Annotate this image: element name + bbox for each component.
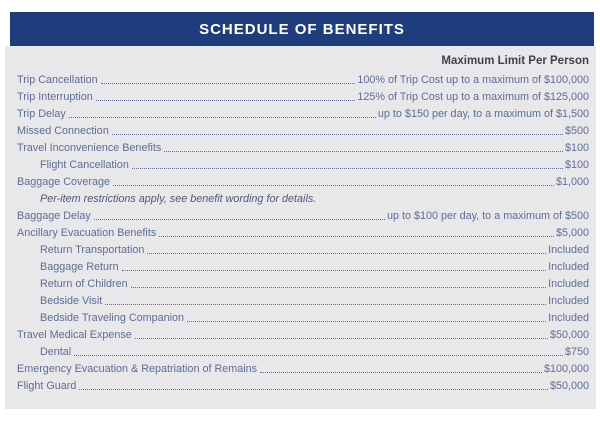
table-row	[17, 308, 589, 325]
dotted-leader	[113, 185, 554, 186]
dotted-leader	[101, 83, 356, 84]
benefit-value: $1,000	[555, 176, 589, 188]
benefit-label: Bedside Visit	[40, 295, 103, 307]
benefit-value: Included	[548, 261, 589, 273]
benefit-label: Flight Guard	[17, 380, 77, 392]
benefit-label: Missed Connection	[17, 125, 109, 137]
benefit-label: Baggage Delay	[17, 210, 91, 222]
dotted-leader	[79, 389, 548, 390]
table-row	[17, 70, 589, 87]
dotted-leader	[135, 338, 548, 339]
benefit-value: $50,000	[549, 380, 589, 392]
benefit-value: 125% of Trip Cost up to a maximum of $125,000	[357, 91, 589, 103]
benefit-label: Flight Cancellation	[40, 159, 129, 171]
table-row	[17, 121, 589, 138]
table-row	[17, 172, 589, 189]
dotted-leader	[74, 355, 563, 356]
dotted-leader	[69, 117, 376, 118]
table-row	[17, 87, 589, 104]
benefits-table	[17, 70, 589, 393]
benefit-label: Travel Inconvenience Benefits	[17, 142, 162, 154]
dotted-leader	[147, 253, 546, 254]
dotted-leader	[132, 168, 563, 169]
benefit-label: Return Transportation	[40, 244, 145, 256]
restriction-note: Per-item restrictions apply, see benefit wording for details.	[40, 193, 317, 205]
benefit-label: Travel Medical Expense	[17, 329, 132, 341]
benefit-value: $100	[564, 142, 589, 154]
table-row	[17, 257, 589, 274]
benefit-value: Included	[548, 295, 589, 307]
benefit-value: up to $150 per day, to a maximum of $1,500	[377, 108, 589, 120]
dotted-leader	[94, 219, 385, 220]
table-row	[17, 342, 589, 359]
benefit-label: Baggage Return	[40, 261, 119, 273]
benefit-label: Trip Cancellation	[17, 74, 98, 86]
title-bar	[10, 12, 594, 46]
benefit-label: Emergency Evacuation & Repatriation of Remains	[17, 363, 258, 375]
table-row	[17, 274, 589, 291]
benefit-value: $500	[564, 125, 589, 137]
benefit-value: Included	[548, 244, 589, 256]
dotted-leader	[96, 100, 356, 101]
benefit-value: $100	[564, 159, 589, 171]
dotted-leader	[122, 270, 547, 271]
benefit-value: Included	[548, 312, 589, 324]
benefit-value: $50,000	[549, 329, 589, 341]
column-header: Maximum Limit Per Person	[441, 55, 589, 67]
note-row	[17, 189, 589, 206]
benefit-value: $100,000	[543, 363, 589, 375]
dotted-leader	[187, 321, 546, 322]
benefit-label: Return of Children	[40, 278, 128, 290]
table-row	[17, 325, 589, 342]
table-row	[17, 240, 589, 257]
benefit-label: Bedside Traveling Companion	[40, 312, 185, 324]
benefit-label: Trip Delay	[17, 108, 66, 120]
benefit-value: $750	[564, 346, 589, 358]
table-row	[17, 291, 589, 308]
table-row	[17, 138, 589, 155]
table-row	[17, 359, 589, 376]
table-row	[17, 206, 589, 223]
table-row	[17, 155, 589, 172]
benefit-value: Included	[548, 278, 589, 290]
benefit-value: 100% of Trip Cost up to a maximum of $100,000	[357, 74, 589, 86]
benefit-label: Ancillary Evacuation Benefits	[17, 227, 157, 239]
table-row	[17, 376, 589, 393]
dotted-leader	[159, 236, 554, 237]
benefit-value: $5,000	[555, 227, 589, 239]
dotted-leader	[164, 151, 563, 152]
table-row	[17, 104, 589, 121]
dotted-leader	[112, 134, 563, 135]
table-row	[17, 223, 589, 240]
benefits-panel	[5, 46, 596, 409]
benefit-value: up to $100 per day, to a maximum of $500	[386, 210, 589, 222]
benefit-label: Dental	[40, 346, 72, 358]
dotted-leader	[131, 287, 547, 288]
page-title: SCHEDULE OF BENEFITS	[199, 20, 405, 38]
benefit-label: Baggage Coverage	[17, 176, 111, 188]
dotted-leader	[105, 304, 546, 305]
benefit-label: Trip Interruption	[17, 91, 93, 103]
dotted-leader	[260, 372, 542, 373]
